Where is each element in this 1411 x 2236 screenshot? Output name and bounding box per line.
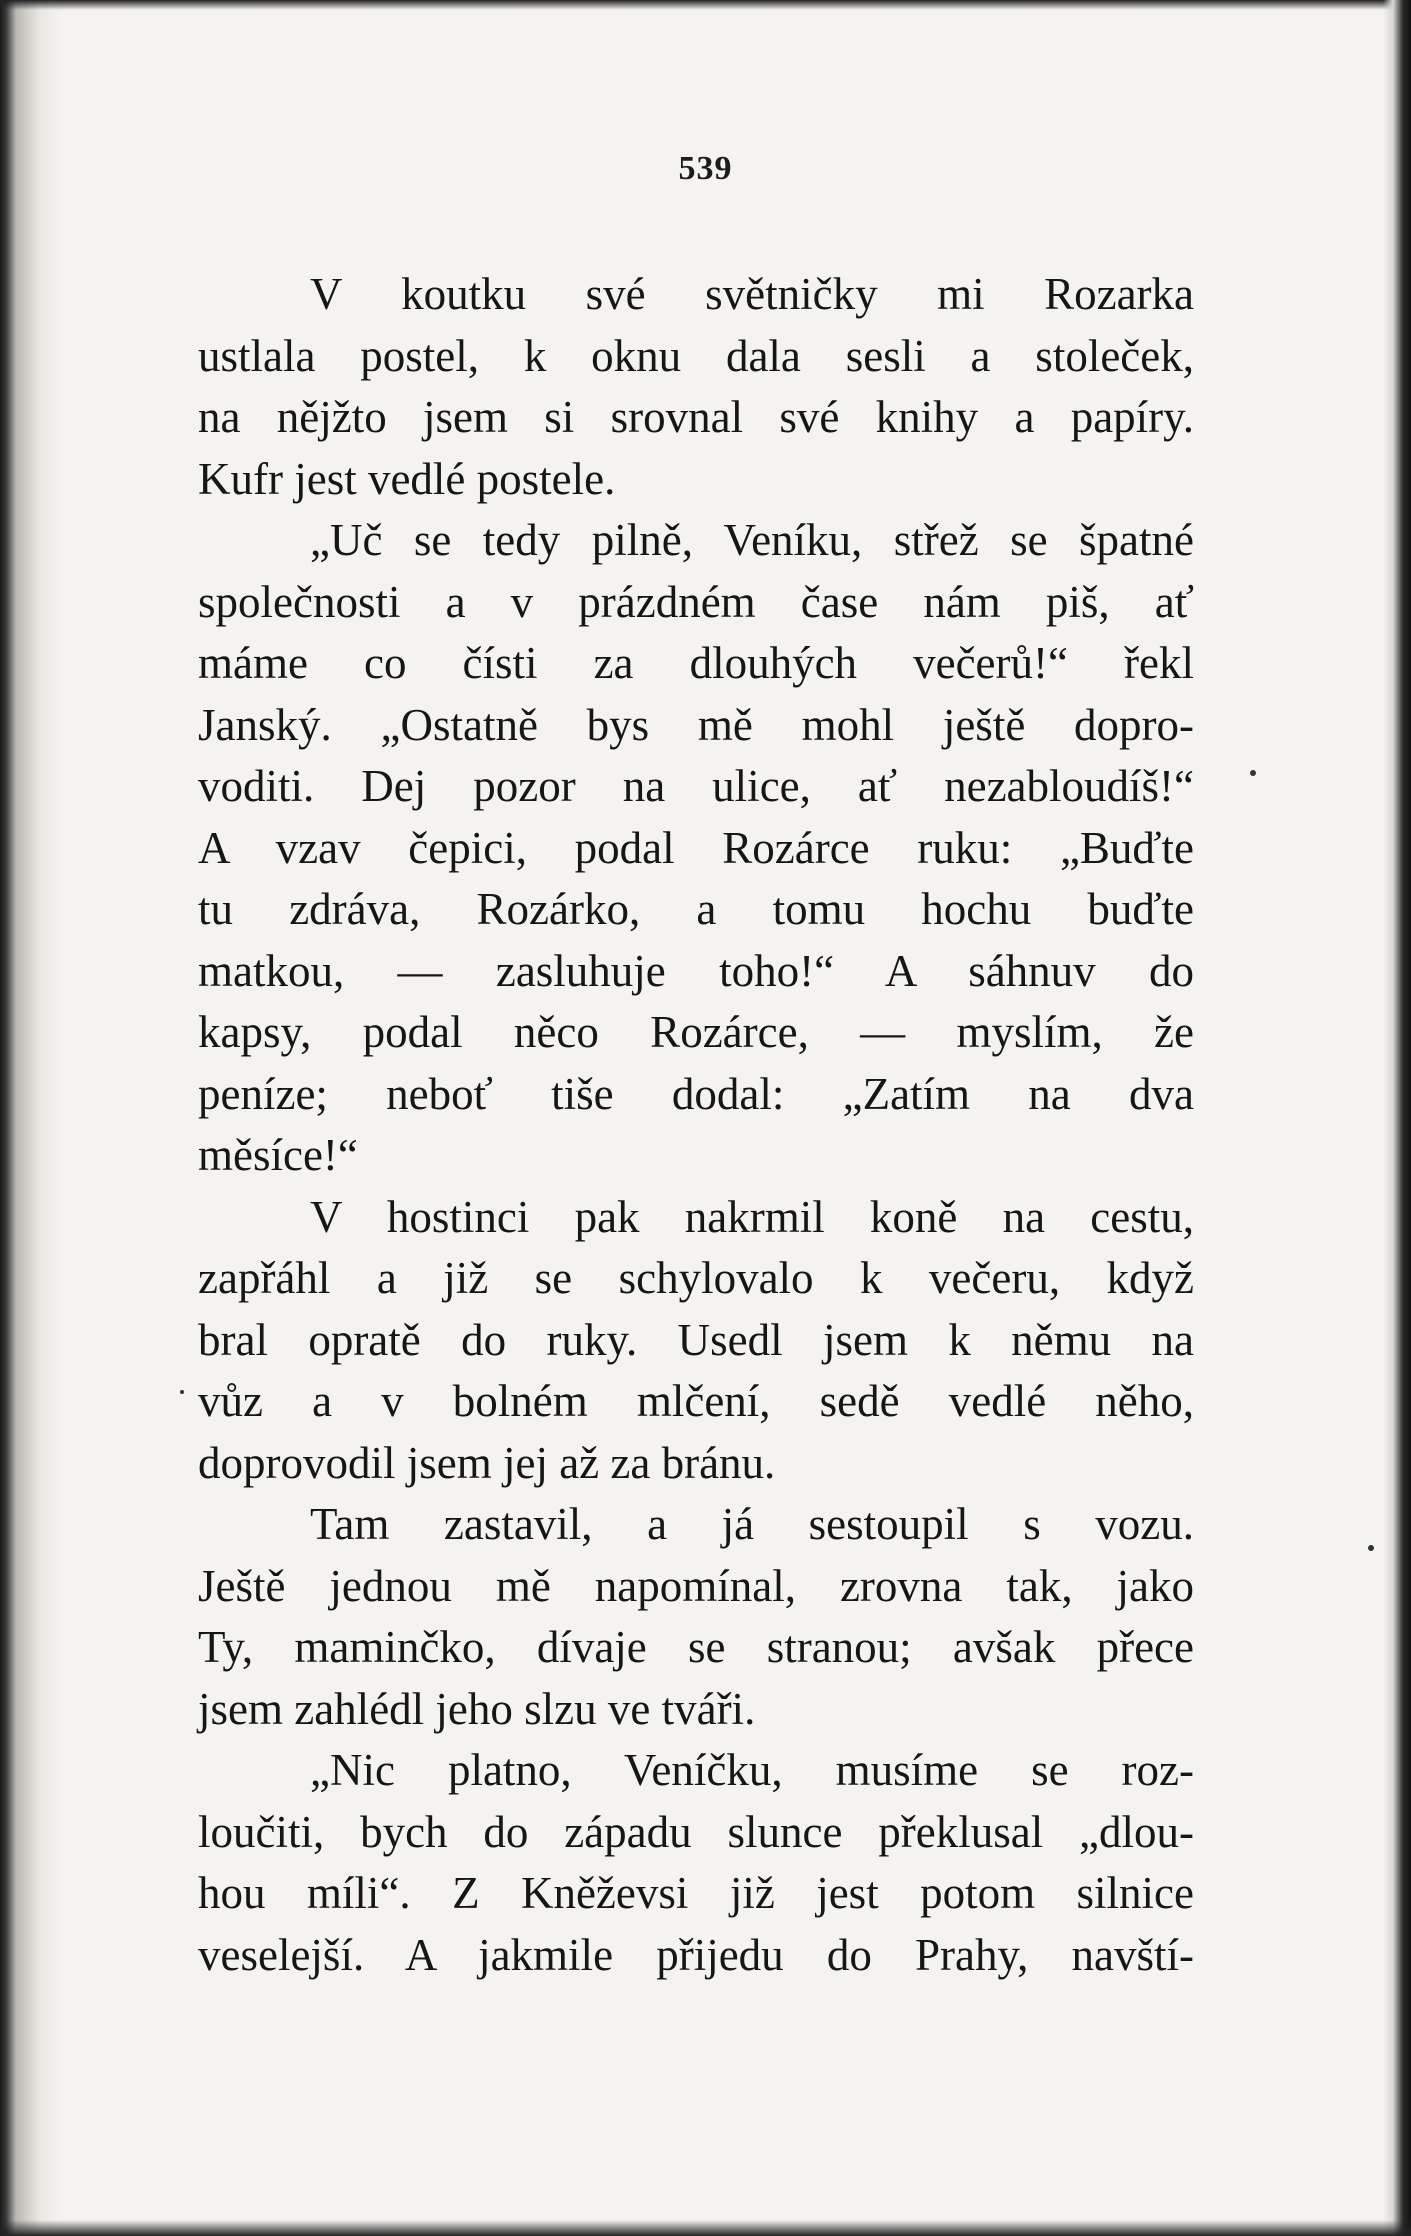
text-line: voditi. Dej pozor na ulice, ať nezabloudíš!“ [198,761,1194,811]
text-line: peníze; neboť tiše dodal: „Zatím na dva [198,1068,1194,1119]
text-line: V hostinci pak nakrmil koně na cestu, [310,1191,1194,1242]
text-line: hou míli“. Z Kněževsi již jest potom silnice [198,1868,1194,1918]
page-number: 539 [678,150,733,187]
text-line: „Nic platno, Veníčku, musíme se roz- [310,1745,1194,1795]
text-line: zapřáhl a již se schylovalo k večeru, když [198,1253,1194,1303]
text-line: jsem zahlédl jeho slzu ve tváři. [198,1683,756,1734]
text-line: bral opratě do ruky. Usedl jsem k němu na [198,1314,1194,1365]
text-line: měsíce!“ [198,1130,358,1180]
text-line: kapsy, podal něco Rozárce, — myslím, že [198,1007,1194,1057]
text-line: A vzav čepici, podal Rozárce ruku: „Buďte [198,822,1194,873]
text-line: ustlala postel, k oknu dala sesli a stoleček, [198,330,1194,381]
print-speck [1368,1545,1374,1551]
binding-gutter-shadow [0,0,60,2236]
text-line: Ty, maminčko, dívaje se stranou; avšak přece [198,1622,1194,1672]
text-line: máme co čísti za dlouhých večerů!“ řekl [198,638,1194,688]
text-line: V koutku své světničky mi Rozarka [310,269,1194,319]
right-page-edge [1383,0,1411,2236]
text-line: Janský. „Ostatně bys mě mohl ještě dopro- [198,699,1194,750]
text-line: společnosti a v prázdném čase nám piš, ať [198,576,1194,627]
text-line: Tam zastavil, a já sestoupil s vozu. [310,1499,1194,1549]
text-line: matkou, — zasluhuje toho!“ A sáhnuv do [198,945,1194,996]
text-line: doprovodil jsem jej až za bránu. [198,1437,776,1488]
print-speck [180,1390,184,1394]
text-line: Ještě jednou mě napomínal, zrovna tak, jako [198,1560,1194,1611]
print-speck [1250,770,1256,776]
text-line: vůz a v bolném mlčení, sedě vedlé něho, [198,1376,1194,1426]
text-line: Kufr jest vedlé postele. [198,453,616,504]
text-line: loučiti, bych do západu slunce překlusal „dlou- [198,1806,1194,1857]
text-line: na nějžto jsem si srovnal své knihy a papíry. [198,392,1194,442]
top-page-edge [0,0,1411,10]
bottom-page-edge [0,2220,1411,2236]
body-text [198,264,1194,1986]
text-line: „Uč se tedy pilně, Veníku, střež se špatné [310,515,1194,565]
text-line: veselejší. A jakmile přijedu do Prahy, navští- [198,1929,1194,1980]
text-line: tu zdráva, Rozárko, a tomu hochu buďte [198,884,1194,934]
